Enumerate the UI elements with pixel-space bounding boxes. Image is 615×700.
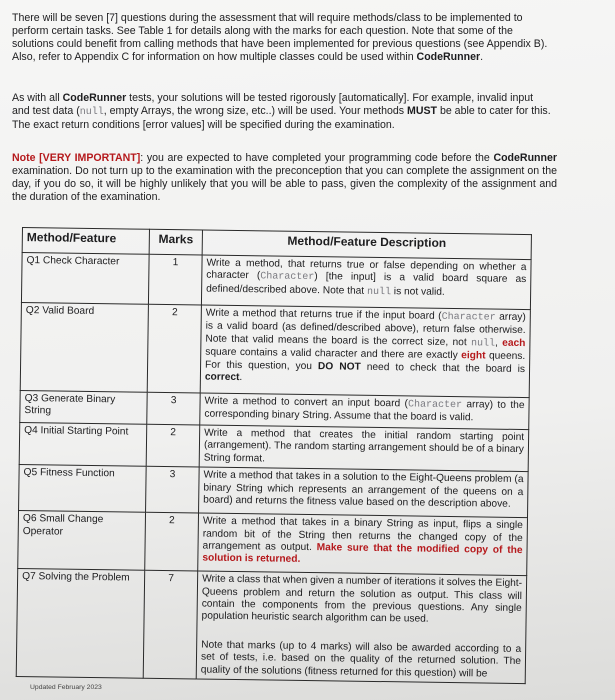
important-note-paragraph: Note [VERY IMPORTANT]: you are expected to have completed your programming code before the CodeRunner examination. Do not turn up to the examination with the preconception that you can complete the assignment on the day, if you do so, it will be highly unlikely that you will be able to pass, given the complexity of the assignment and the duration of the examination.	[12, 152, 557, 203]
testing-paragraph: As with all CodeRunner tests, your solutions will be tested rigorously [automatically]. For example, invalid input and test data (null, empty Arrays, the wrong size, etc..) will be used. Your methods MUST be able to cater for this. The exact return conditions [error values] will be specified during the examination.	[12, 92, 551, 131]
description-cell: Write a method that returns true if the input board (Character array) is a valid board (as defined/described above), return false otherwise. Note that valid means the board is the correct size, not null, each square contains a valid character and there are exactly eight queens. For this question, you DO NOT need to check that the board is correct.	[200, 305, 530, 398]
marks-cell: 1	[148, 254, 202, 305]
table-row	[19, 422, 529, 471]
table-row	[21, 253, 531, 310]
feature-cell: Q4 Initial Starting Point	[19, 422, 147, 466]
description-cell: Write a method to convert an input board (Character array) to the corresponding binary String. Assume that the board is valid.	[200, 393, 529, 430]
questions-table	[16, 227, 532, 684]
header-marks: Marks	[149, 229, 202, 255]
table-row	[18, 511, 528, 576]
intro-paragraph: There will be seven [7] questions during the assessment that will require methods/class to be implemented to perform certain tasks. See Table 1 for details along with the marks for each question. Note that some of the solutions could benefit from calling methods that have been implemented for previous questions (see Appendix B). Also, refer to Appendix C for information on how multiple classes could be used within CodeRunner.	[12, 12, 548, 63]
feature-cell: Q7 Solving the Problem	[16, 569, 144, 679]
table-row	[19, 465, 529, 518]
footer-updated: Updated February 2023	[30, 684, 102, 691]
description-cell: Write a method, that returns true or false depending on whether a character (Character) [the input] is a valid board square as defined/described above. Note that null is not valid.	[201, 255, 531, 310]
description-cell: Write a method that takes in a solution to the Eight-Queens problem (a binary String which represents an arrangement of the queens on a board) and returns the fitness value based on the description above.	[199, 467, 529, 518]
description-cell: Write a method that creates the initial random starting point (arrangement). The random starting arrangement should be of a binary String format.	[199, 425, 529, 472]
feature-cell: Q6 Small Change Operator	[18, 511, 146, 571]
table-row	[16, 569, 526, 684]
marks-cell: 2	[147, 304, 201, 393]
description-cell: Write a method that takes in a binary String as input, flips a single random bit of the String then returns the changed copy of the arrangement as output. Make sure that the modified copy of the solution is returned.	[198, 513, 528, 576]
feature-cell: Q5 Fitness Function	[19, 465, 147, 513]
marks-cell: 3	[146, 466, 200, 513]
marks-cell: 7	[143, 570, 198, 679]
marks-cell: 2	[146, 424, 200, 467]
feature-cell: Q1 Check Character	[21, 253, 149, 305]
marks-cell: 3	[147, 392, 200, 425]
feature-cell: Q3 Generate Binary String	[20, 390, 147, 424]
header-description: Method/Feature Description	[202, 230, 531, 260]
marks-note: Note that marks (up to 4 marks) will also be awarded according to a set of tests, i.e. based on the quality of the returned solution. The quality of the solutions (fitness returned for this question) will be	[200, 639, 522, 680]
table-row	[20, 302, 530, 397]
marks-cell: 2	[145, 512, 199, 571]
feature-cell: Q2 Valid Board	[20, 302, 148, 392]
header-feature: Method/Feature	[22, 228, 149, 255]
description-cell: Write a class that when given a number of iterations it solves the Eight-Queens problem and return the solution as output. This class will contain the components from the previous questions. Any single population heuristic search algorithm can be used. Note that marks (up to 4 marks) will also be awarded according to a set of tests, i.e. based on the quality of the returned solution. The quality of the solutions (fitness returned for this question) will be	[196, 571, 526, 683]
